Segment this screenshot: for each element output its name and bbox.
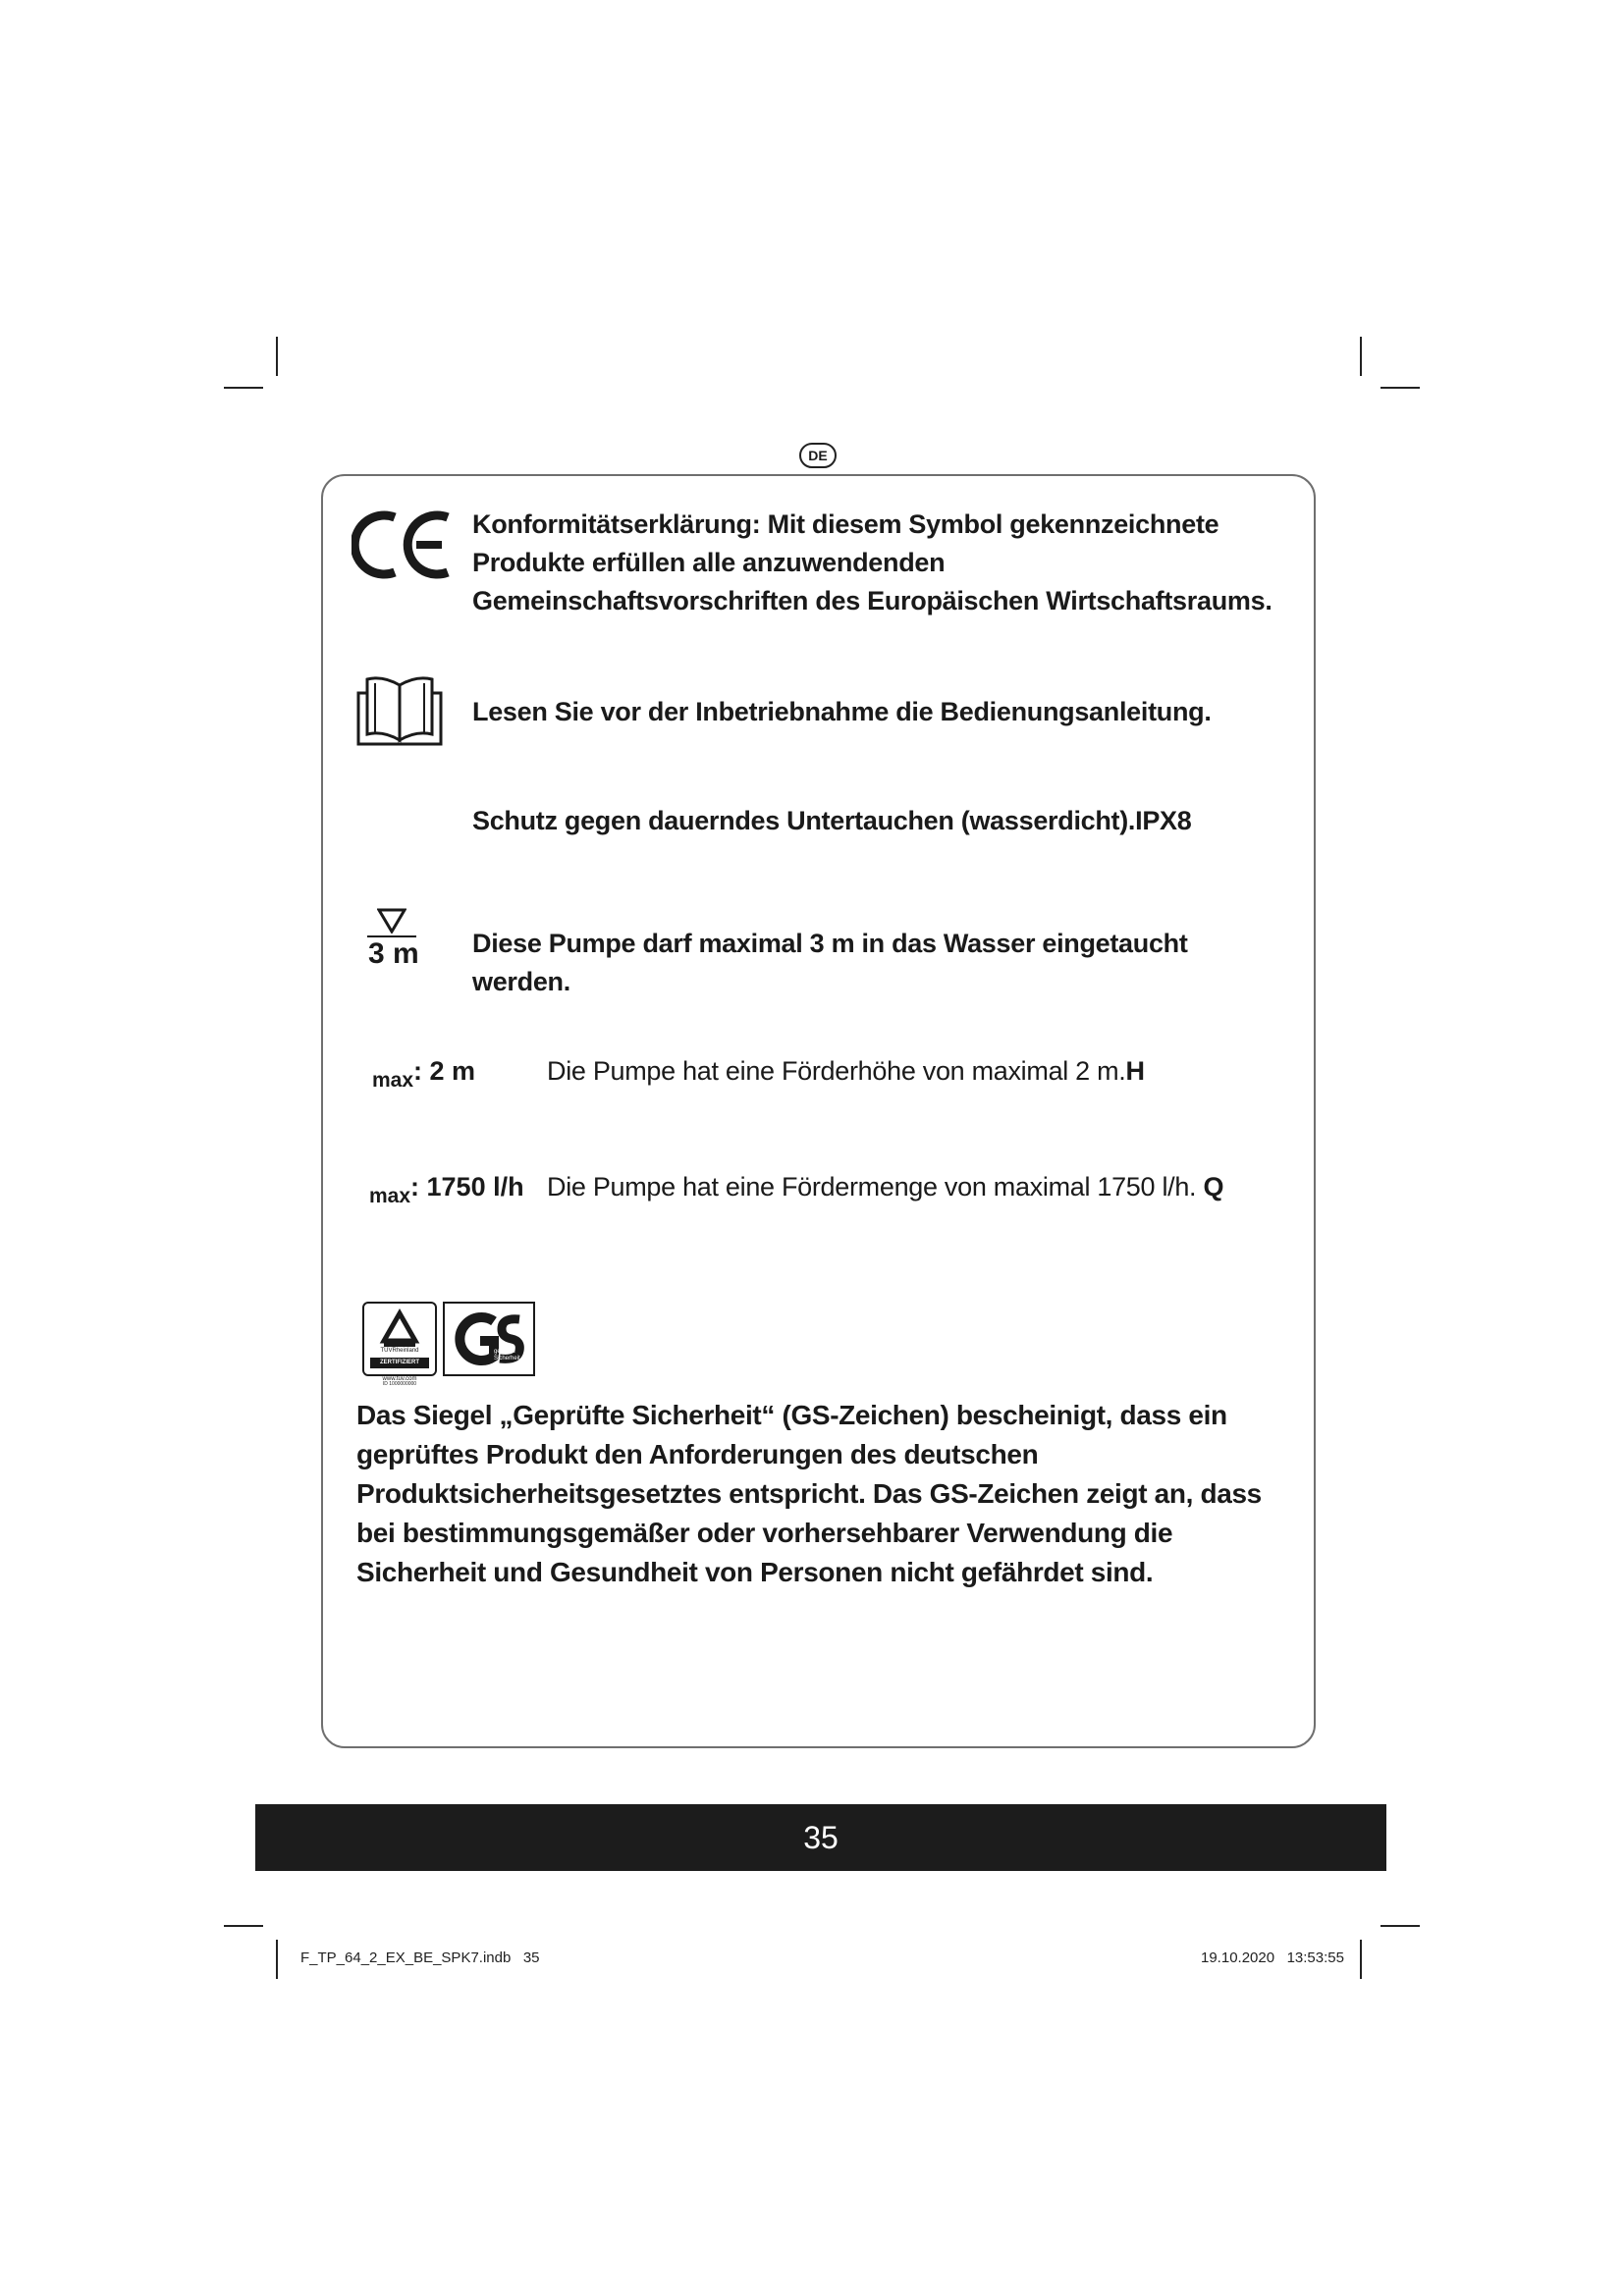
certification-seals [362, 1302, 537, 1386]
head-description [547, 1052, 1293, 1091]
crop-mark-top-left-horizontal [224, 387, 263, 389]
tuv-url: www.tuv.com [382, 1376, 417, 1382]
immersion-depth-icon [363, 908, 420, 973]
open-book-icon [355, 671, 444, 748]
flow-letter: Q [1203, 1172, 1224, 1201]
ce-text: Konformitätserklärung: Mit diesem Symbol gekennzeichnete Produkte erfüllen alle anzuwendenden Gemeinschaftsvorschriften des Europäischen Wirtschaftsraums. [472, 509, 1272, 615]
crop-mark-top-left-vertical [276, 337, 278, 376]
page-number-bar [255, 1804, 1386, 1871]
head-description-text: Die Pumpe hat eine Förderhöhe von maximal 2 m. [547, 1056, 1126, 1086]
crop-mark-bottom-left-horizontal [224, 1925, 263, 1927]
crop-mark-top-right-horizontal [1380, 387, 1420, 389]
gs-logo-icon [445, 1304, 533, 1374]
flow-symbol-sub: max [369, 1185, 411, 1207]
depth-text: Diese Pumpe darf maximal 3 m in das Wasser eingetaucht werden. [472, 929, 1188, 996]
ce-mark-icon [352, 509, 452, 580]
language-badge: DE [799, 443, 837, 468]
gs-seal [443, 1302, 535, 1376]
head-symbol-value: : 2 m [413, 1056, 476, 1086]
head-symbol-sub: max [372, 1069, 414, 1092]
tuv-brand: TÜVRheinland [380, 1348, 419, 1354]
head-letter: H [1125, 1056, 1145, 1086]
crop-mark-bottom-left-vertical [276, 1940, 278, 1979]
footer-timestamp: 19.10.2020 13:53:55 [1201, 1949, 1344, 1966]
gs-label: geprüfte Sicherheit [494, 1349, 520, 1362]
gs-description: Das Siegel „Geprüfte Sicherheit“ (GS-Zeichen) bescheinigt, dass ein geprüftes Produkt den Anforderungen des deutschen Produktsicherheitsgesetztes entspricht. Das GS-Zeichen zeigt an, dass bei bestimmungsgemäßer oder vorhersehbarer Verwendung die Sicherheit und Gesundheit von Personen nicht gefährdet sind. [356, 1400, 1262, 1587]
flow-symbol [369, 1169, 524, 1207]
depth-symbol-value: 3 m [368, 937, 419, 970]
ipx8-text: Schutz gegen dauerndes Untertauchen (wasserdicht).IPX8 [472, 806, 1192, 835]
footer-file-name: F_TP_64_2_EX_BE_SPK7.indb 35 [300, 1949, 540, 1966]
manual-text: Lesen Sie vor der Inbetriebnahme die Bedienungsanleitung. [472, 697, 1212, 726]
flow-description-text: Die Pumpe hat eine Fördermenge von maximal 1750 l/h. [547, 1172, 1197, 1201]
crop-mark-bottom-right-horizontal [1380, 1925, 1420, 1927]
crop-mark-top-right-vertical [1360, 337, 1362, 376]
page-number: 35 [803, 1820, 839, 1855]
crop-mark-bottom-right-vertical [1360, 1940, 1362, 1979]
head-symbol [372, 1053, 475, 1092]
tuv-label: ZERTIFIZIERT [380, 1360, 419, 1365]
tuv-seal [362, 1302, 437, 1376]
tuv-id: ID 1000000000 [382, 1381, 417, 1387]
flow-description [547, 1168, 1293, 1206]
flow-symbol-value: : 1750 l/h [410, 1172, 524, 1201]
